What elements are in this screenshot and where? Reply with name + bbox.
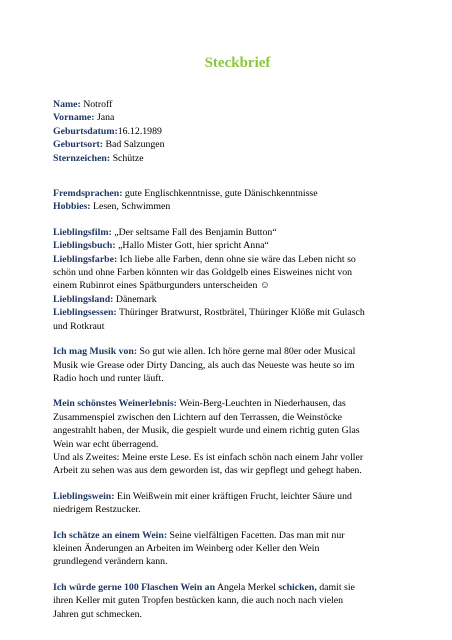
personal-section [53,98,412,165]
vorname-line [53,111,412,124]
lieblingswein-line-1 [53,490,412,503]
erlebnis-line-5: Und als Zweites: Meine erste Lese. Es ist einfach schön nach einem Jahr voller [53,451,364,463]
farbe-label: Lieblingsfarbe: [53,253,118,265]
musik-text-1: So gut wie allen. Ich höre gerne mal 80er oder Musical [137,346,356,358]
geburtsdatum-label: Geburtsdatum: [53,125,118,137]
schaetze-line-2: kleinen Änderungen an Arbeiten im Weinberg oder Keller den Wein [53,542,320,554]
film-label: Lieblingsfilm: [53,226,112,238]
essen-text-1: Thüringer Bratwurst, Rostbrätel, Thüringer Klöße mit Gulasch [116,307,365,319]
geburtsdatum-value: 16.12.1989 [117,125,162,137]
sternzeichen-line [53,152,412,165]
hobbies-label: Hobbies: [53,201,91,213]
name-value: Notroff [80,99,113,110]
geburtsort-label: Geburtsort: [53,139,104,151]
essen-line-2: und Rotkraut [53,320,105,332]
lieblingswein-section [53,490,412,517]
vorname-label: Vorname: [53,112,95,124]
lieblingswein-line-2: niedrigem Restzucker. [53,504,141,516]
flaschen-line-2: ihren Keller mit guten Tropfen bestücken kann, die auch noch nach vielen [53,595,344,607]
erlebnis-line-4: Wein war echt überragend. [53,438,159,450]
musik-line-1 [53,345,412,358]
musik-label: Ich mag Musik von: [53,346,138,358]
flaschen-label-1: Ich würde gerne 100 Flaschen Wein an [53,581,216,593]
farbe-line-3: einem Rubinrot eines Spätburgunders unterscheiden ☺ [53,280,270,292]
name-line [53,98,412,111]
flaschen-line-3: Jahren gut schmecken. [53,608,142,620]
hobbies-value: Lesen, Schwimmen [90,201,171,213]
essen-line-1 [53,306,412,319]
fremdsprachen-value: gute Englischkenntnisse, gute Dänischkenntnisse [122,188,318,200]
erlebnis-line-3: angestrahlt haben, der Musik, die gespielt wurde und einem richtig guten Glas [53,425,360,437]
farbe-line-1 [53,253,412,266]
geburtsdatum-line [53,125,412,138]
sprachen-section [53,187,412,214]
sternzeichen-value: Schütze [110,152,144,164]
weinerlebnis-section [53,397,412,477]
vorname-value: Jana [94,112,115,124]
page-title: Steckbrief [204,55,271,71]
buch-line [53,239,412,252]
lieblings-section [53,226,412,333]
fremdsprachen-label: Fremdsprachen: [53,188,123,200]
schaetze-text-1: Seine vielfältigen Facetten. Das man mit nur [167,529,345,541]
land-label: Lieblingsland: [53,293,114,305]
erlebnis-line-6: Arbeit zu sehen was aus dem geworden ist, das wir gepflegt und gehegt haben. [53,465,362,477]
flaschen-section [53,581,412,621]
flaschen-text-1: damit sie [316,581,355,593]
land-value: Dänemark [113,293,157,305]
flaschen-recipient: Angela Merkel [215,581,279,593]
schaetze-label: Ich schätze an einem Wein: [53,529,168,541]
sternzeichen-label: Sternzeichen: [53,152,111,164]
flaschen-label-2: schicken, [278,581,317,593]
farbe-text-1: Ich liebe alle Farben, denn ohne sie wäre das Leben nicht so [117,253,356,265]
essen-label: Lieblingsessen: [53,307,117,319]
lieblingswein-label: Lieblingswein: [53,490,115,502]
schaetze-section [53,529,412,569]
erlebnis-line-2: Zusammenspiel zwischen den Lichtern auf den Terrassen, die Weinstöcke [53,411,342,423]
schaetze-line-3: grundlegend verändern kann. [53,556,168,568]
fremdsprachen-line [53,187,412,200]
name-label: Name: [53,99,81,110]
hobbies-line [53,200,412,213]
lieblingswein-text-1: Ein Weißwein mit einer kräftigen Frucht, leichter Säure und [114,490,352,502]
musik-line-2: Musik wie Grease oder Dirty Dancing, als auch das Neueste was heute so im [53,359,355,371]
buch-label: Lieblingsbuch: [53,240,116,252]
geburtsort-value: Bad Salzungen [103,139,165,151]
farbe-line-2: schön und ohne Farben könnten wir das Goldgelb eines Eisweines nicht von [53,267,353,279]
erlebnis-label: Mein schönstes Weinerlebnis: [53,398,177,410]
flaschen-line-1 [53,581,412,594]
musik-line-3: Radio hoch und runter läuft. [53,372,164,384]
film-value: „Der seltsame Fall des Benjamin Button“ [111,226,277,238]
film-line [53,226,412,239]
erlebnis-text-1: Wein-Berg-Leuchten in Niederhausen, das [176,398,346,410]
schaetze-line-1 [53,529,412,542]
geburtsort-line [53,138,412,151]
erlebnis-line-1 [53,397,412,410]
land-line [53,293,412,306]
buch-value: „Hallo Mister Gott, hier spricht Anna“ [115,240,269,252]
musik-section [53,345,412,385]
